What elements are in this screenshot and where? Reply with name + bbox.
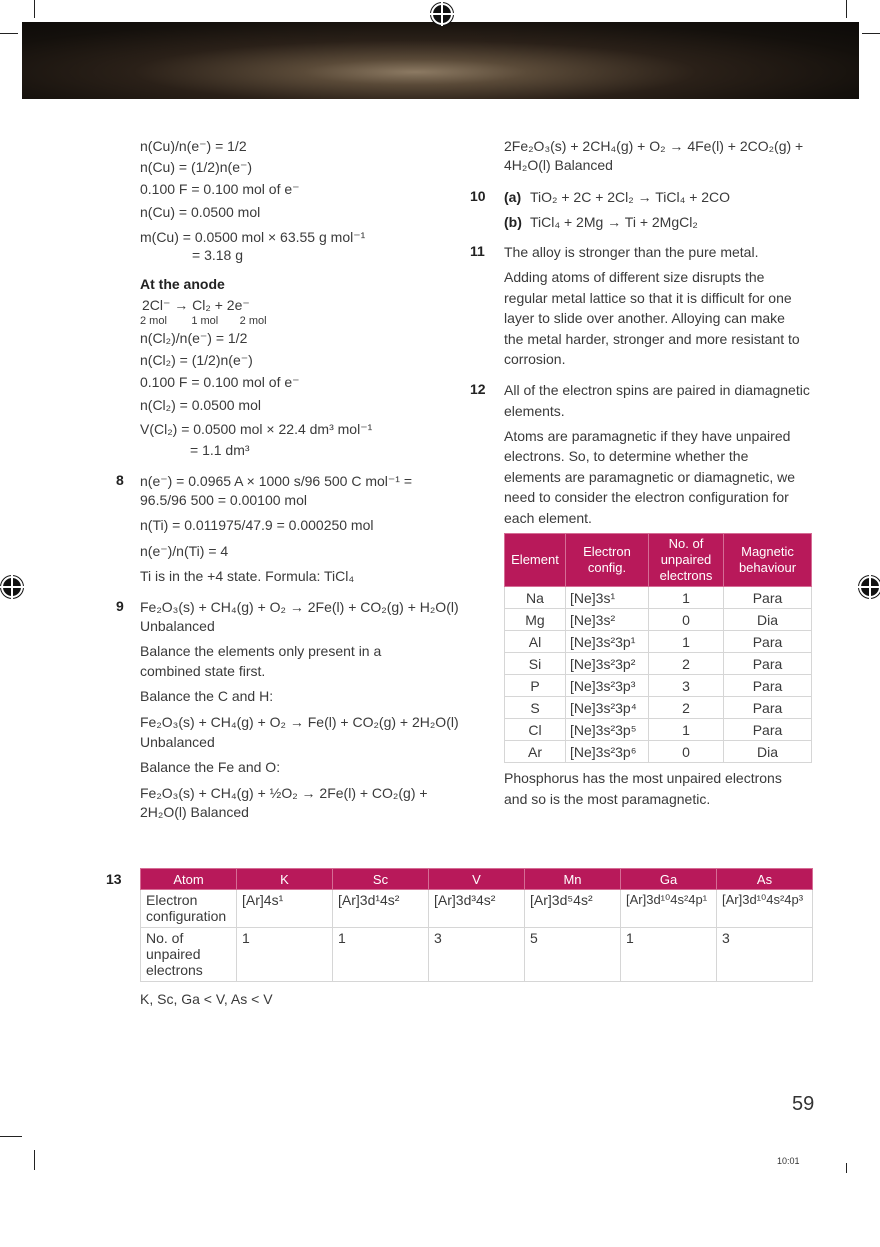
table-cell: [Ne]3s²3p² <box>566 653 649 675</box>
answer-line: The alloy is stronger than the pure metal. <box>504 244 759 260</box>
crop-mark <box>862 33 880 34</box>
answer-line: 96.5/96 500 = 0.00100 mol <box>140 492 307 508</box>
answer-line: 0.100 F = 0.100 mol of e⁻ <box>140 181 300 197</box>
print-time: 10:01 <box>777 1156 800 1166</box>
table-cell: Na <box>505 587 566 609</box>
answer-line: n(Cl₂)/n(e⁻) = 1/2 <box>140 330 248 346</box>
table-cell: Para <box>724 675 812 697</box>
table-cell: 1 <box>649 587 724 609</box>
answer-line: Phosphorus has the most unpaired electrons <box>504 770 782 786</box>
row-header: Electron configuration <box>141 890 237 928</box>
answer-line: 4H₂O(l) Balanced <box>504 157 613 173</box>
column-header: Atom <box>141 869 237 890</box>
column-header: As <box>717 869 813 890</box>
question-number: 12 <box>470 381 486 397</box>
answer-line: elements. <box>504 403 565 419</box>
electron-configuration-table <box>140 868 813 982</box>
table-cell: [Ne]3s²3p⁴ <box>566 697 649 719</box>
answer-line: n(e⁻)/n(Ti) = 4 <box>140 543 229 559</box>
answer-line: each element. <box>504 510 592 526</box>
table-cell: 1 <box>333 928 429 982</box>
table-row <box>505 587 812 609</box>
table-cell: Si <box>505 653 566 675</box>
table-row <box>141 928 813 982</box>
question-number: 8 <box>116 472 124 488</box>
answer-line: All of the electron spins are paired in diamagnetic <box>504 382 810 398</box>
answer-line: regular metal lattice so that it is difficult for one <box>504 290 792 306</box>
page-number: 59 <box>792 1093 815 1115</box>
anode-heading: At the anode <box>140 276 225 292</box>
crop-mark <box>34 1150 35 1170</box>
crop-mark <box>34 0 35 18</box>
table-cell: 3 <box>649 675 724 697</box>
answer-line: 2Fe₂O₃(s) + 2CH₄(g) + O₂ → 4Fe(l) + 2CO₂(g) + <box>504 138 804 154</box>
registration-mark-icon <box>431 3 453 25</box>
answer-line: = 1.1 dm³ <box>190 442 250 458</box>
table-cell: Mg <box>505 609 566 631</box>
table-cell: 3 <box>717 928 813 982</box>
answer-line: = 3.18 g <box>192 247 243 263</box>
table-cell: 1 <box>237 928 333 982</box>
table-cell: [Ne]3s² <box>566 609 649 631</box>
anode-mole-ratio: 2 mol 1 mol 2 mol <box>140 315 267 327</box>
answer-line: the metal harder, stronger and more resistant to <box>504 331 800 347</box>
table-row <box>505 675 812 697</box>
table-cell: Para <box>724 697 812 719</box>
table-cell: [Ne]3s²3p⁶ <box>566 741 649 763</box>
table-cell: Al <box>505 631 566 653</box>
answer-line: TiO₂ + 2C + 2Cl₂ → TiCl₄ + 2CO <box>530 189 731 205</box>
column-header: Sc <box>333 869 429 890</box>
answer-line: n(Cl₂) = (1/2)n(e⁻) <box>140 352 253 368</box>
table-cell: Para <box>724 719 812 741</box>
answer-line: Atoms are paramagnetic if they have unpaired <box>504 428 791 444</box>
registration-mark-icon <box>859 576 880 598</box>
table-cell: [Ar]3d¹⁰4s²4p³ <box>717 890 813 928</box>
table-cell: [Ne]3s²3p³ <box>566 675 649 697</box>
column-header: Electron config. <box>566 534 649 587</box>
table-cell: Cl <box>505 719 566 741</box>
table-row <box>505 697 812 719</box>
answer-line: K, Sc, Ga < V, As < V <box>140 991 273 1007</box>
crop-mark <box>0 33 18 34</box>
table-cell: Para <box>724 653 812 675</box>
answer-line: Balance the Fe and O: <box>140 759 281 775</box>
table-cell: 1 <box>649 631 724 653</box>
table-cell: [Ar]3d³4s² <box>429 890 525 928</box>
part-label: (b) <box>504 214 522 230</box>
table-cell: 2 <box>649 653 724 675</box>
column-header: K <box>237 869 333 890</box>
crop-mark <box>0 1136 22 1137</box>
table-cell: 5 <box>525 928 621 982</box>
question-number: 11 <box>470 243 485 259</box>
table-row <box>505 631 812 653</box>
answer-line: n(Ti) = 0.011975/47.9 = 0.000250 mol <box>140 517 374 533</box>
registration-mark-icon <box>1 576 23 598</box>
table-row <box>505 609 812 631</box>
answer-line: TiCl₄ + 2Mg → Ti + 2MgCl₂ <box>530 214 698 230</box>
column-header: V <box>429 869 525 890</box>
column-header: Element <box>505 534 566 587</box>
answer-line: Adding atoms of different size disrupts the <box>504 269 765 285</box>
question-number: 9 <box>116 598 124 614</box>
answer-line: Unbalanced <box>140 618 215 634</box>
answer-line: combined state first. <box>140 663 266 679</box>
column-header: No. of unpaired electrons <box>649 534 724 587</box>
table-cell: [Ar]4s¹ <box>237 890 333 928</box>
answer-line: Ti is in the +4 state. Formula: TiCl₄ <box>140 568 355 584</box>
table-cell: 3 <box>429 928 525 982</box>
answer-line: n(Cu) = 0.0500 mol <box>140 204 261 220</box>
answer-line: layer to slide over another. Alloying can make <box>504 310 785 326</box>
table-cell: S <box>505 697 566 719</box>
table-cell: 0 <box>649 609 724 631</box>
answer-line: elements are paramagnetic or diamagnetic, we <box>504 469 796 485</box>
answer-line: 2H₂O(l) Balanced <box>140 804 249 820</box>
question-number: 10 <box>470 188 486 204</box>
answer-line: n(Cl₂) = 0.0500 mol <box>140 397 261 413</box>
table-cell: [Ar]3d¹4s² <box>333 890 429 928</box>
column-header: Mn <box>525 869 621 890</box>
table-cell: 1 <box>621 928 717 982</box>
answer-line: Fe₂O₃(s) + CH₄(g) + O₂ → 2Fe(l) + CO₂(g) + H₂O(l) <box>140 599 459 615</box>
table-cell: 0 <box>649 741 724 763</box>
table-cell: [Ar]3d⁵4s² <box>525 890 621 928</box>
crop-mark <box>846 1163 847 1173</box>
answer-line: n(Cu) = (1/2)n(e⁻) <box>140 159 253 175</box>
table-cell: Dia <box>724 609 812 631</box>
table-cell: [Ar]3d¹⁰4s²4p¹ <box>621 890 717 928</box>
table-cell: [Ne]3s²3p⁵ <box>566 719 649 741</box>
answer-line: V(Cl₂) = 0.0500 mol × 22.4 dm³ mol⁻¹ <box>140 421 373 437</box>
crop-mark <box>846 0 847 18</box>
answer-line: m(Cu) = 0.0500 mol × 63.55 g mol⁻¹ <box>140 229 366 245</box>
answer-line: n(e⁻) = 0.0965 A × 1000 s/96 500 C mol⁻¹ = <box>140 473 413 489</box>
table-row <box>505 653 812 675</box>
table-row <box>505 741 812 763</box>
table-header-row <box>141 869 813 890</box>
answer-line: Balance the C and H: <box>140 688 274 704</box>
answer-line: need to consider the electron configuration for <box>504 489 789 505</box>
magnetic-behaviour-table <box>504 533 812 763</box>
table-cell: [Ne]3s¹ <box>566 587 649 609</box>
answer-line: electrons. So, to determine whether the <box>504 448 749 464</box>
answer-line: Fe₂O₃(s) + CH₄(g) + ½O₂ → 2Fe(l) + CO₂(g) + <box>140 785 428 801</box>
table-header-row <box>505 534 812 587</box>
answer-line: 0.100 F = 0.100 mol of e⁻ <box>140 374 300 390</box>
column-header: Ga <box>621 869 717 890</box>
table-cell: 1 <box>649 719 724 741</box>
part-label: (a) <box>504 189 522 205</box>
table-row <box>505 719 812 741</box>
table-row <box>141 890 813 928</box>
row-header: No. of unpaired electrons <box>141 928 237 982</box>
column-header: Magnetic behaviour <box>724 534 812 587</box>
anode-equation: 2Cl⁻ → Cl₂ + 2e⁻ <box>142 297 250 313</box>
answer-line: Fe₂O₃(s) + CH₄(g) + O₂ → Fe(l) + CO₂(g) + 2H₂O(l) <box>140 714 459 730</box>
table-cell: Para <box>724 587 812 609</box>
question-number: 13 <box>106 871 122 887</box>
table-cell: P <box>505 675 566 697</box>
answer-line: Balance the elements only present in a <box>140 643 382 659</box>
table-cell: [Ne]3s²3p¹ <box>566 631 649 653</box>
table-cell: Dia <box>724 741 812 763</box>
table-cell: Ar <box>505 741 566 763</box>
answer-line: n(Cu)/n(e⁻) = 1/2 <box>140 138 247 154</box>
answer-line: corrosion. <box>504 351 566 367</box>
table-cell: Para <box>724 631 812 653</box>
answer-line: and so is the most paramagnetic. <box>504 791 711 807</box>
answer-line: Unbalanced <box>140 734 215 750</box>
header-banner-image <box>22 22 859 99</box>
table-cell: 2 <box>649 697 724 719</box>
